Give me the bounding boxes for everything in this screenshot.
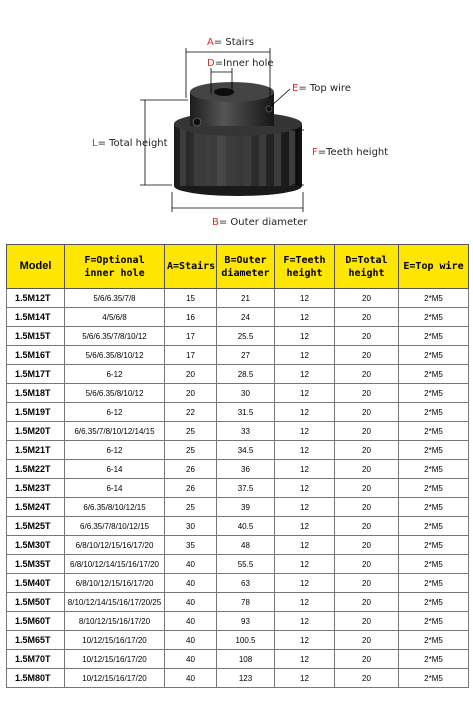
cell-total-height: 20	[335, 403, 399, 422]
table-row	[7, 289, 469, 308]
cell-model: 1.5M17T	[7, 365, 65, 384]
cell-inner-hole: 6/6.35/7/8/10/12/14/15	[65, 422, 165, 441]
label-teeth-height: F=Teeth height	[312, 147, 389, 158]
cell-stairs: 40	[165, 650, 217, 669]
cell-total-height: 20	[335, 422, 399, 441]
cell-outer-diameter: 21	[217, 289, 275, 308]
cell-inner-hole: 6/6.35/7/8/10/12/15	[65, 517, 165, 536]
cell-total-height: 20	[335, 346, 399, 365]
cell-stairs: 40	[165, 669, 217, 688]
cell-outer-diameter: 25.5	[217, 327, 275, 346]
cell-model: 1.5M20T	[7, 422, 65, 441]
cell-stairs: 40	[165, 593, 217, 612]
cell-teeth-height: 12	[275, 498, 335, 517]
table-row	[7, 346, 469, 365]
cell-total-height: 20	[335, 555, 399, 574]
cell-outer-diameter: 33	[217, 422, 275, 441]
cell-total-height: 20	[335, 650, 399, 669]
label-outer-diameter: B= Outer diameter	[212, 217, 308, 228]
cell-teeth-height: 12	[275, 517, 335, 536]
cell-teeth-height: 12	[275, 365, 335, 384]
cell-outer-diameter: 108	[217, 650, 275, 669]
cell-model: 1.5M15T	[7, 327, 65, 346]
table-row	[7, 460, 469, 479]
cell-stairs: 25	[165, 422, 217, 441]
cell-teeth-height: 12	[275, 441, 335, 460]
cell-teeth-height: 12	[275, 612, 335, 631]
cell-outer-diameter: 123	[217, 669, 275, 688]
cell-teeth-height: 12	[275, 536, 335, 555]
table-row	[7, 365, 469, 384]
cell-model: 1.5M16T	[7, 346, 65, 365]
cell-total-height: 20	[335, 574, 399, 593]
cell-outer-diameter: 31.5	[217, 403, 275, 422]
cell-top-wire: 2*M5	[399, 422, 469, 441]
cell-stairs: 20	[165, 365, 217, 384]
cell-model: 1.5M30T	[7, 536, 65, 555]
table-row	[7, 403, 469, 422]
cell-top-wire: 2*M5	[399, 650, 469, 669]
cell-inner-hole: 6-14	[65, 479, 165, 498]
cell-teeth-height: 12	[275, 403, 335, 422]
table-row	[7, 308, 469, 327]
cell-total-height: 20	[335, 517, 399, 536]
cell-total-height: 20	[335, 498, 399, 517]
cell-outer-diameter: 63	[217, 574, 275, 593]
cell-inner-hole: 5/6/6.35/7/8	[65, 289, 165, 308]
cell-teeth-height: 12	[275, 384, 335, 403]
label-top-wire: E= Top wire	[292, 83, 351, 94]
cell-top-wire: 2*M5	[399, 479, 469, 498]
cell-teeth-height: 12	[275, 669, 335, 688]
cell-top-wire: 2*M5	[399, 384, 469, 403]
cell-top-wire: 2*M5	[399, 498, 469, 517]
cell-inner-hole: 6-12	[65, 403, 165, 422]
cell-model: 1.5M40T	[7, 574, 65, 593]
cell-inner-hole: 6-12	[65, 441, 165, 460]
cell-total-height: 20	[335, 327, 399, 346]
cell-teeth-height: 12	[275, 631, 335, 650]
cell-model: 1.5M22T	[7, 460, 65, 479]
cell-total-height: 20	[335, 441, 399, 460]
cell-model: 1.5M50T	[7, 593, 65, 612]
cell-teeth-height: 12	[275, 650, 335, 669]
cell-stairs: 22	[165, 403, 217, 422]
cell-outer-diameter: 93	[217, 612, 275, 631]
cell-top-wire: 2*M5	[399, 612, 469, 631]
cell-stairs: 26	[165, 479, 217, 498]
table-row	[7, 650, 469, 669]
cell-teeth-height: 12	[275, 289, 335, 308]
cell-outer-diameter: 36	[217, 460, 275, 479]
table-row	[7, 669, 469, 688]
cell-outer-diameter: 39	[217, 498, 275, 517]
cell-teeth-height: 12	[275, 422, 335, 441]
cell-model: 1.5M12T	[7, 289, 65, 308]
header-inner-hole: F=Optional inner hole	[65, 245, 165, 289]
table-header-row	[7, 245, 469, 289]
cell-total-height: 20	[335, 308, 399, 327]
cell-top-wire: 2*M5	[399, 308, 469, 327]
header-teeth-height: F=Teeth height	[275, 245, 335, 289]
table-row	[7, 555, 469, 574]
cell-inner-hole: 10/12/15/16/17/20	[65, 669, 165, 688]
cell-inner-hole: 5/6/6.35/7/8/10/12	[65, 327, 165, 346]
gear-dimension-diagram	[0, 0, 473, 240]
cell-total-height: 20	[335, 384, 399, 403]
cell-inner-hole: 6/8/10/12/15/16/17/20	[65, 574, 165, 593]
cell-outer-diameter: 34.5	[217, 441, 275, 460]
gear-image	[174, 82, 302, 196]
table-row	[7, 631, 469, 650]
label-total-height: L= Total height	[92, 138, 168, 149]
cell-outer-diameter: 55.5	[217, 555, 275, 574]
header-outer-diameter: B=Outer diameter	[217, 245, 275, 289]
cell-top-wire: 2*M5	[399, 327, 469, 346]
cell-inner-hole: 6-14	[65, 460, 165, 479]
cell-stairs: 15	[165, 289, 217, 308]
cell-top-wire: 2*M5	[399, 517, 469, 536]
cell-model: 1.5M18T	[7, 384, 65, 403]
cell-stairs: 30	[165, 517, 217, 536]
cell-total-height: 20	[335, 593, 399, 612]
cell-inner-hole: 5/6/6.35/8/10/12	[65, 384, 165, 403]
cell-total-height: 20	[335, 631, 399, 650]
cell-total-height: 20	[335, 612, 399, 631]
cell-teeth-height: 12	[275, 308, 335, 327]
label-inner-hole: D=Inner hole	[207, 58, 274, 69]
cell-outer-diameter: 48	[217, 536, 275, 555]
cell-outer-diameter: 37.5	[217, 479, 275, 498]
table-row	[7, 536, 469, 555]
cell-total-height: 20	[335, 365, 399, 384]
cell-model: 1.5M70T	[7, 650, 65, 669]
cell-top-wire: 2*M5	[399, 365, 469, 384]
table-row	[7, 612, 469, 631]
cell-inner-hole: 8/10/12/14/15/16/17/20/25	[65, 593, 165, 612]
cell-top-wire: 2*M5	[399, 593, 469, 612]
header-model: Model	[7, 245, 65, 289]
table-row	[7, 327, 469, 346]
cell-inner-hole: 10/12/15/16/17/20	[65, 650, 165, 669]
cell-outer-diameter: 40.5	[217, 517, 275, 536]
cell-teeth-height: 12	[275, 327, 335, 346]
table-row	[7, 574, 469, 593]
header-stairs: A=Stairs	[165, 245, 217, 289]
table-row	[7, 384, 469, 403]
cell-top-wire: 2*M5	[399, 555, 469, 574]
header-total-height: D=Total height	[335, 245, 399, 289]
cell-total-height: 20	[335, 289, 399, 308]
cell-model: 1.5M23T	[7, 479, 65, 498]
cell-teeth-height: 12	[275, 555, 335, 574]
cell-top-wire: 2*M5	[399, 669, 469, 688]
table-row	[7, 498, 469, 517]
cell-teeth-height: 12	[275, 574, 335, 593]
cell-top-wire: 2*M5	[399, 460, 469, 479]
cell-top-wire: 2*M5	[399, 289, 469, 308]
header-top-wire: E=Top wire	[399, 245, 469, 289]
cell-outer-diameter: 27	[217, 346, 275, 365]
cell-stairs: 20	[165, 384, 217, 403]
cell-top-wire: 2*M5	[399, 441, 469, 460]
cell-top-wire: 2*M5	[399, 631, 469, 650]
cell-stairs: 40	[165, 631, 217, 650]
cell-stairs: 25	[165, 498, 217, 517]
cell-top-wire: 2*M5	[399, 574, 469, 593]
cell-stairs: 26	[165, 460, 217, 479]
cell-outer-diameter: 28.5	[217, 365, 275, 384]
table-body	[7, 289, 469, 688]
cell-stairs: 35	[165, 536, 217, 555]
cell-teeth-height: 12	[275, 479, 335, 498]
cell-inner-hole: 5/6/6.35/8/10/12	[65, 346, 165, 365]
cell-inner-hole: 10/12/15/16/17/20	[65, 631, 165, 650]
cell-outer-diameter: 100.5	[217, 631, 275, 650]
cell-total-height: 20	[335, 669, 399, 688]
cell-total-height: 20	[335, 460, 399, 479]
cell-teeth-height: 12	[275, 460, 335, 479]
cell-model: 1.5M19T	[7, 403, 65, 422]
cell-inner-hole: 6-12	[65, 365, 165, 384]
table-row	[7, 422, 469, 441]
cell-inner-hole: 6/8/10/12/14/15/16/17/20	[65, 555, 165, 574]
cell-inner-hole: 8/10/12/15/16/17/20	[65, 612, 165, 631]
cell-stairs: 40	[165, 574, 217, 593]
cell-model: 1.5M14T	[7, 308, 65, 327]
cell-total-height: 20	[335, 536, 399, 555]
cell-stairs: 25	[165, 441, 217, 460]
cell-stairs: 16	[165, 308, 217, 327]
cell-inner-hole: 6/6.35/8/10/12/15	[65, 498, 165, 517]
cell-top-wire: 2*M5	[399, 403, 469, 422]
table-row	[7, 479, 469, 498]
cell-outer-diameter: 78	[217, 593, 275, 612]
cell-stairs: 40	[165, 555, 217, 574]
cell-model: 1.5M65T	[7, 631, 65, 650]
spec-table	[6, 244, 469, 688]
cell-total-height: 20	[335, 479, 399, 498]
cell-model: 1.5M25T	[7, 517, 65, 536]
cell-model: 1.5M21T	[7, 441, 65, 460]
cell-stairs: 40	[165, 612, 217, 631]
table-row	[7, 517, 469, 536]
cell-model: 1.5M60T	[7, 612, 65, 631]
cell-top-wire: 2*M5	[399, 536, 469, 555]
cell-stairs: 17	[165, 346, 217, 365]
table-row	[7, 441, 469, 460]
table-row	[7, 593, 469, 612]
cell-top-wire: 2*M5	[399, 346, 469, 365]
cell-model: 1.5M35T	[7, 555, 65, 574]
cell-outer-diameter: 30	[217, 384, 275, 403]
cell-teeth-height: 12	[275, 346, 335, 365]
cell-inner-hole: 4/5/6/8	[65, 308, 165, 327]
label-stairs: A= Stairs	[207, 37, 254, 48]
cell-teeth-height: 12	[275, 593, 335, 612]
cell-stairs: 17	[165, 327, 217, 346]
cell-model: 1.5M24T	[7, 498, 65, 517]
cell-model: 1.5M80T	[7, 669, 65, 688]
cell-outer-diameter: 24	[217, 308, 275, 327]
cell-inner-hole: 6/8/10/12/15/16/17/20	[65, 536, 165, 555]
